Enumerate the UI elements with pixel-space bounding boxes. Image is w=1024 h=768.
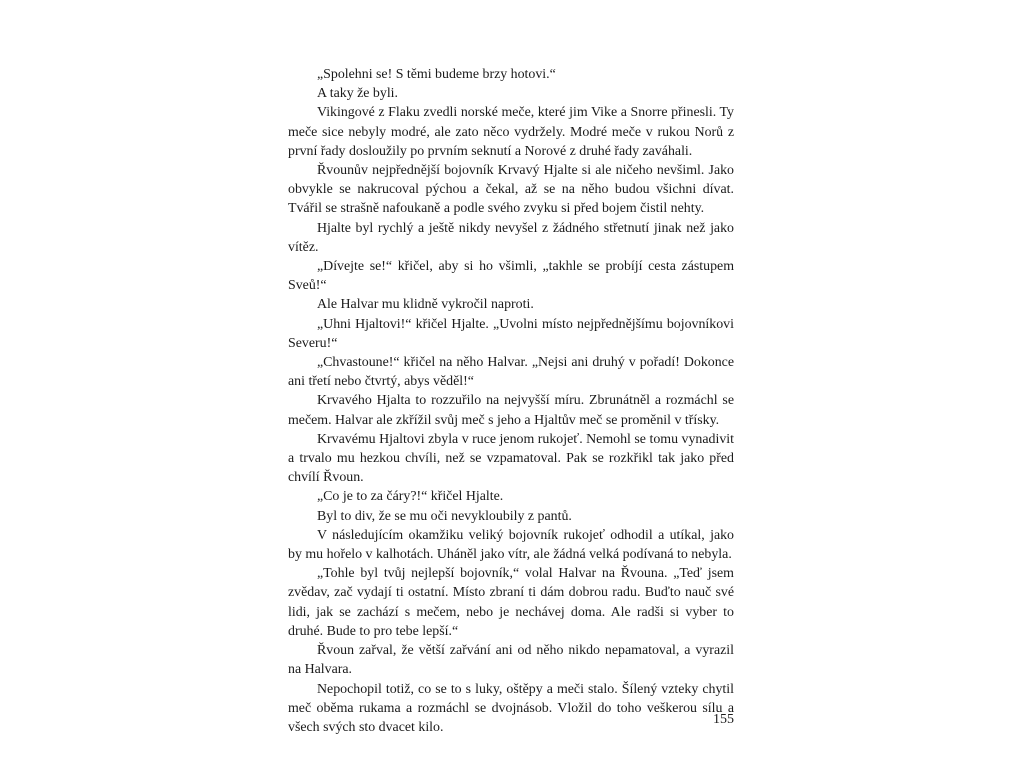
paragraph: V následujícím okamžiku veliký bojovník rukojeť odhodil a utíkal, jako by mu hořelo v kalhotách. Uháněl jako vítr, ale žádná velká podívaná to nebyla. bbox=[288, 527, 734, 563]
paragraph: „Uhni Hjaltovi!“ křičel Hjalte. „Uvolni místo nejpřednějšímu bojovníkovi Severu!“ bbox=[288, 316, 734, 351]
paragraph: Byl to div, že se mu oči nevykloubily z pantů. bbox=[317, 508, 572, 524]
paragraph: Krvavého Hjalta to rozzuřilo na nejvyšší míru. Zbrunátněl a rozmáchl se mečem. Halvar ale zkřížil svůj meč s jeho a Hjaltův meč se proměnil v třísky. bbox=[288, 393, 734, 428]
paragraph: „Dívejte se!“ křičel, aby si ho všimli, „takhle se probíjí cesta zástupem Sveů!“ bbox=[288, 259, 734, 294]
paragraph: „Co je to za čáry?!“ křičel Hjalte. bbox=[317, 489, 504, 505]
paragraph: Řvoun zařval, že větší zařvání ani od něho nikdo nepamatoval, a vyrazil na Halvara. bbox=[288, 643, 734, 678]
paragraph: Hjalte byl rychlý a ještě nikdy nevyšel z žádného střetnutí jinak než jako vítěz. bbox=[288, 220, 734, 255]
paragraph: Ale Halvar mu klidně vykročil naproti. bbox=[317, 297, 534, 313]
paragraph: A taky že byli. bbox=[317, 86, 399, 102]
paragraph: Krvavému Hjaltovi zbyla v ruce jenom rukojeť. Nemohl se tomu vynadivit a trvalo mu hezkou chvíli, než se vzpamatoval. Pak se rozkřikl tak jako před chvílí Řvoun. bbox=[288, 431, 734, 486]
page-body-text bbox=[288, 65, 734, 737]
page-number: 155 bbox=[713, 712, 734, 727]
paragraph: „Spolehni se! S těmi budeme brzy hotovi.“ bbox=[317, 67, 556, 82]
paragraph: „Tohle byl tvůj nejlepší bojovník,“ volal Halvar na Řvouna. „Teď jsem zvědav, zač vydají ti ostatní. Místo zbraní ti dám dobrou radu. Buďto nauč své lidi, jak se zachází s mečem, nebo je nechávej doma. Ale radši si vyber to druhé. Bude to pro tebe lepší.“ bbox=[288, 566, 734, 639]
paragraph: Nepochopil totiž, co se to s luky, oštěpy a meči stalo. Šílený vzteky chytil meč oběma rukama a rozmáchl se dvojnásob. Vložil do toho veškerou sílu a všech svých sto dvacet kilo. bbox=[288, 681, 734, 735]
paragraph: „Chvastoune!“ křičel na něho Halvar. „Nejsi ani druhý v pořadí! Dokonce ani třetí nebo čtvrtý, abys věděl!“ bbox=[288, 355, 734, 390]
paragraph: Vikingové z Flaku zvedli norské meče, které jim Vike a Snorre přinesli. Ty meče sice nebyly modré, ale zato něco vydržely. Modré meče v rukou Norů z první řady dosloužily po prvním seknutí a Norové z druhé řady zaváhali. bbox=[288, 105, 734, 159]
paragraph: Řvounův nejpřednější bojovník Krvavý Hjalte si ale ničeho nevšiml. Jako obvykle se nakrucoval pýchou a čekal, až se na něho budou všichni dívat. Tvářil se strašně nafoukaně a podle svého zvyku si před bojem čistil nehty. bbox=[288, 163, 734, 217]
